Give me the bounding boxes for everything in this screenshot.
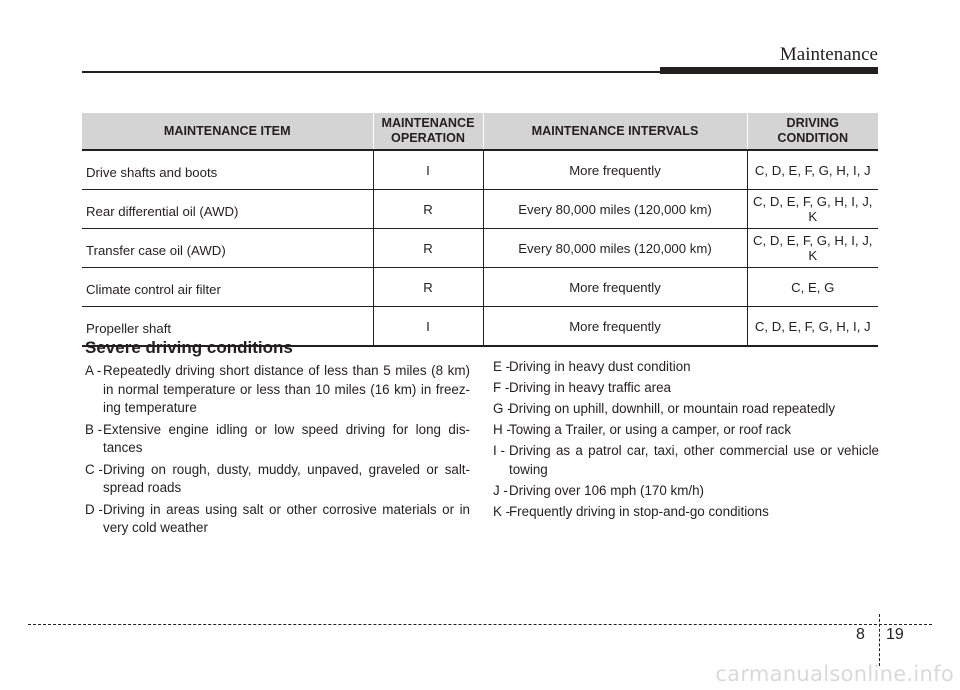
header-rule-thick (660, 67, 878, 74)
condition-letter: J - (493, 482, 508, 498)
interval-cell: More frequently (483, 307, 747, 347)
maintenance-table (82, 113, 878, 347)
list-item (493, 442, 879, 479)
list-item (85, 362, 470, 418)
list-item (85, 421, 470, 458)
interval-cell: Every 80,000 miles (120,000 km) (483, 190, 747, 229)
list-item (493, 421, 879, 440)
operation-cell: R (373, 268, 483, 307)
page-number: 19 (886, 626, 904, 643)
condition-cell: C, E, G (747, 268, 878, 307)
operation-cell: I (373, 307, 483, 347)
operation-cell: R (373, 229, 483, 268)
item-cell: Transfer case oil (AWD) (82, 229, 373, 268)
condition-text: Driving on uphill, downhill, or mountain road repeatedly (509, 401, 836, 417)
list-item (493, 358, 879, 377)
footer-page-divider (879, 614, 880, 666)
header-maintenance-intervals: MAINTENANCE INTERVALS (483, 113, 747, 150)
condition-letter: B - (85, 421, 103, 437)
table-row (82, 229, 878, 268)
condition-text: Driving in heavy dust condition (509, 359, 691, 374)
page-header-title: Maintenance (779, 44, 878, 65)
condition-letter: H - (493, 422, 511, 438)
header-maintenance-operation: MAINTENANCE OPERATION (373, 113, 483, 150)
list-item (85, 501, 470, 538)
condition-cell: C, D, E, F, G, H, I, J, K (747, 229, 878, 268)
item-cell: Drive shafts and boots (82, 150, 373, 190)
severe-conditions-list-right (493, 358, 879, 524)
condition-letter: K - (493, 504, 511, 520)
condition-text: Driving on rough, dusty, muddy, unpaved, graveled or salt-spread roads (103, 461, 470, 495)
condition-text: Driving in areas using salt or other corrosive materials or in very cold weather (103, 501, 470, 535)
item-cell: Rear differential oil (AWD) (82, 190, 373, 229)
interval-cell: More frequently (483, 150, 747, 190)
condition-text: Driving as a patrol car, taxi, other commercial use or vehicle towing (509, 443, 879, 477)
table-row (82, 190, 878, 229)
condition-text: Driving in heavy traffic area (509, 380, 672, 396)
table-row (82, 268, 878, 307)
header-maintenance-item: MAINTENANCE ITEM (82, 113, 373, 150)
interval-cell: More frequently (483, 268, 747, 307)
list-item (493, 379, 879, 398)
chapter-number: 8 (856, 626, 865, 643)
header-rule-thin (82, 71, 662, 73)
interval-cell: Every 80,000 miles (120,000 km) (483, 229, 747, 268)
footer-dashed-rule (28, 624, 932, 625)
list-item (493, 482, 879, 501)
operation-cell: I (373, 150, 483, 190)
condition-text: Driving over 106 mph (170 km/h) (509, 482, 704, 498)
table-header-row (82, 113, 878, 150)
condition-letter: I - (493, 443, 505, 459)
condition-cell: C, D, E, F, G, H, I, J (747, 307, 878, 347)
item-cell: Climate control air filter (82, 268, 373, 307)
table-row (82, 150, 878, 190)
condition-text: Extensive engine idling or low speed driving for long dis-tances (103, 421, 470, 455)
condition-text: Towing a Trailer, or using a camper, or roof rack (509, 422, 792, 438)
operation-cell: R (373, 190, 483, 229)
condition-text: Frequently driving in stop-and-go conditions (509, 504, 769, 520)
condition-cell: C, D, E, F, G, H, I, J, K (747, 190, 878, 229)
condition-letter: F - (493, 380, 510, 396)
condition-letter: A - (85, 363, 102, 378)
header-driving-condition: DRIVING CONDITION (747, 113, 878, 150)
condition-letter: D - (85, 501, 103, 517)
list-item (85, 461, 470, 498)
condition-letter: G - (493, 401, 512, 417)
condition-text: Repeatedly driving short distance of less than 5 miles (8 km) in normal temperature or less than 10 miles (16 km) in freez-ing temperature (103, 363, 470, 415)
condition-cell: C, D, E, F, G, H, I, J (747, 150, 878, 190)
severe-conditions-title: Severe driving conditions (85, 338, 293, 357)
watermark-text: carmanualsonline.info (715, 662, 954, 686)
condition-letter: E - (493, 359, 511, 374)
condition-letter: C - (85, 461, 103, 477)
list-item (493, 400, 879, 419)
item-cell: Propeller shaft (82, 307, 373, 347)
severe-conditions-list-left (85, 362, 470, 541)
list-item (493, 503, 879, 522)
